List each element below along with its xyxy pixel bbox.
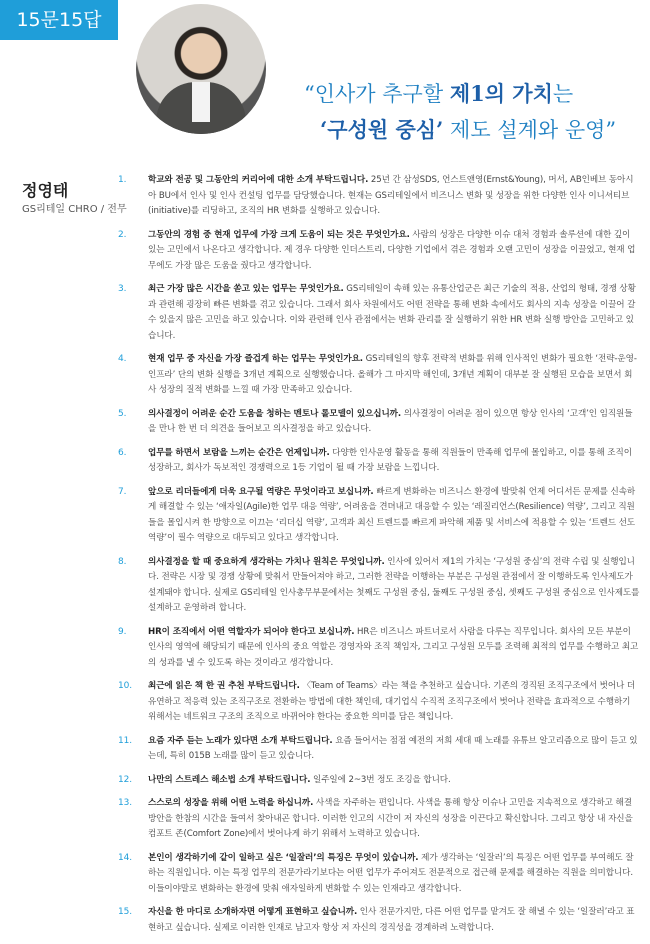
qa-answer: 사색을 자주하는 편입니다. 사색을 통해 항상 이슈나 고민을 지속적으로 생각하고 해결 방안을 한참의 시간을 들여서 찾아내곤 합니다. 이러한 인고의 시간이 저 자신의 성장을 이끈다고 확신합니다. 그리고 항상 내 자신을 컴포트 존(Comfort Zone)에서 벗어나게 하기 위해서 노력하고 있습니다. xyxy=(148,798,633,839)
qa-number: 2. xyxy=(118,229,127,240)
qa-item xyxy=(118,679,640,726)
qa-number: 10. xyxy=(118,681,133,691)
qa-question: 최근에 읽은 책 한 권 추천 부탁드립니다. xyxy=(148,681,300,691)
person-name: 정영태 xyxy=(22,181,69,200)
qa-question: 본인이 생각하기에 같이 일하고 싶은 ‘일잘러’의 특징은 무엇이 있습니까. xyxy=(148,852,419,863)
qa-question: 의사결정을 할 때 중요하게 생각하는 가치나 원칙은 무엇입니까. xyxy=(148,556,385,567)
qa-item xyxy=(118,407,640,438)
qa-question: 나만의 스트레스 해소법 소개 부탁드립니다. xyxy=(148,774,311,785)
qa-question: 업무를 하면서 보람을 느끼는 순간은 언제입니까. xyxy=(148,447,330,458)
quote-text: “인사가 추구할 xyxy=(304,82,450,106)
qa-item xyxy=(118,734,640,765)
qa-item xyxy=(118,485,640,547)
qa-number: 9. xyxy=(118,626,127,637)
qa-answer: 제가 생각하는 ‘일잘러’의 특징은 어떤 업무를 부여해도 잘하는 직원입니다. 이는 특정 업무의 전문가라기보다는 어떤 업무가 주어져도 전문적으로 접근해 문제를 해결하는 직원을 의미합니다. 이들이야말로 변화하는 환경에 맞춰 애자일하게 변화할 수 있는 인재라고 생각합니다. xyxy=(148,852,634,894)
qa-item xyxy=(118,352,640,399)
qa-answer: GS리테일의 향후 전략적 변화를 위해 인사적인 변화가 필요한 ‘전략-운영-인프라’ 단의 변화 실행을 3개년 계획으로 실행했습니다. 올해가 그 마지막 해인데, 3개년 계획이 대부분 잘 실행된 모습을 보면서 회사 성장의 질적 변화를 느낄 때 가장 만족하고 있습니다. xyxy=(148,354,637,395)
qa-answer: 빠르게 변화하는 비즈니스 환경에 발맞춰 언제 어디서든 문제를 신속하게 해결할 수 있는 ‘애자일(Agile)한 업무 대응 역량’, 어려움을 견뎌내고 대응할 수 있는 ‘레질리언스(Resilience) 역량’, 그리고 직원들을 몰입시켜 한 방향으로 이끄는 ‘리더십 역량’, 고객과 최신 트렌드를 빠르게 파악해 제품 및 서비스에 적용할 수 있는 ‘트렌드 선도 역량’이 필수 역량으로 대두되고 있다고 생각합니다. xyxy=(148,486,636,543)
qa-item xyxy=(118,796,640,843)
qa-answer: 의사결정이 어려운 점이 있으면 항상 인사의 ‘고객’인 임직원들을 만나 한 번 더 의견을 들어보고 의사결정을 하고 있습니다. xyxy=(148,408,633,434)
qa-question: 최근 가장 많은 시간을 쏟고 있는 업무는 무엇인가요. xyxy=(148,284,344,294)
quote-text: 제도 설계와 운영” xyxy=(443,118,617,142)
qa-question: HR이 조직에서 어떤 역할자가 되어야 한다고 보십니까. xyxy=(148,626,355,637)
qa-number: 8. xyxy=(118,556,127,567)
qa-item xyxy=(118,851,640,898)
qa-item xyxy=(118,173,640,220)
qa-number: 6. xyxy=(118,447,127,458)
section-tab: 15문15답 xyxy=(0,0,118,40)
qa-answer: 인사 전문가지만, 다른 어떤 업무를 맡겨도 잘 해낼 수 있는 ‘일잘러’라고 표현하고 싶습니다. 실제로 이러한 인재로 남고자 항상 저 자신의 경직성을 경계하려 노력합니다. xyxy=(148,907,635,933)
qa-question: 의사결정이 어려운 순간 도움을 청하는 멘토나 롤모델이 있으십니까. xyxy=(148,408,402,419)
qa-number: 7. xyxy=(118,486,127,497)
qa-number: 4. xyxy=(118,354,127,364)
qa-answer: 인사에 있어서 제1의 가치는 ‘구성원 중심’의 전략 수립 및 실행입니다. 전략은 시장 및 경쟁 상황에 맞춰서 만들어져야 하고, 그러한 전략을 이행하는 부분은 구성원 관점에서 잘 이행하도록 인사제도가 설계돼야 합니다. 실제로 GS리테일 인사총무부문에서는 첫째도 구성원 중심, 둘째도 구성원 중심, 셋째도 구성원 중심으로 인사제도를 설계하고 운영하려 합니다. xyxy=(148,556,640,613)
qa-number: 14. xyxy=(118,852,133,863)
qa-question: 자신을 한 마디로 소개하자면 어떻게 표현하고 싶습니까. xyxy=(148,907,358,917)
qa-number: 11. xyxy=(118,735,133,746)
qa-answer: 사람의 성장은 다양한 이슈 대처 경험과 솔루션에 대한 깊이 있는 고민에서 나온다고 생각합니다. 제 경우 다양한 인더스트리, 다양한 기업에서 겪은 경험과 오랜 고민이 성장을 이끌었고, 현재 업무에도 가장 많은 도움을 줬다고 생각합니다. xyxy=(148,229,636,271)
qa-question: 스스로의 성장을 위해 어떤 노력을 하십니까. xyxy=(148,798,314,808)
qa-question: 학교와 전공 및 그동안의 커리어에 대한 소개 부탁드립니다. xyxy=(148,175,369,185)
qa-answer: 일주일에 2~3번 정도 조깅을 합니다. xyxy=(310,774,451,785)
qa-answer: HR은 비즈니스 파트너로서 사람을 다루는 직무입니다. 회사의 모든 부분이 인사의 영역에 해당되기 때문에 인사의 중요 역할은 경영자와 조직 책임자, 그리고 구성원 모두를 조력해 최적의 업무를 수행하고 최고의 성과를 낼 수 있도록 하는 것이라고 생각합니다. xyxy=(148,626,639,668)
qa-question: 요즘 자주 듣는 노래가 있다면 소개 부탁드립니다. xyxy=(148,735,333,746)
qa-number: 1. xyxy=(118,175,127,185)
qa-answer: GS리테일이 속해 있는 유통산업군은 최근 기술의 적용, 산업의 형태, 경쟁 상황과 관련해 굉장히 빠른 변화를 겪고 있습니다. 그래서 회사 차원에서도 어떤 전략을 통해 변화 속에서도 회사의 지속 성장을 이끌어 갈 수 있을지 많은 고민을 하고 있습니다. 이와 관련해 인사 관점에서는 변화 관리를 잘 실행하기 위한 HR 변화 실행 방안을 고민하고 있습니다. xyxy=(148,284,636,341)
qa-question: 그동안의 경험 중 현재 업무에 가장 크게 도움이 되는 것은 무엇인가요. xyxy=(148,229,410,240)
portrait-photo xyxy=(136,4,266,134)
qa-answer: 요즘 들어서는 점점 예전의 저희 세대 때 노래를 유튜브 알고리즘으로 많이 듣고 있는데, 특히 015B 노래를 많이 듣고 있습니다. xyxy=(148,735,638,761)
qa-item xyxy=(118,773,640,789)
qa-question: 앞으로 리더들에게 더욱 요구될 역량은 무엇이라고 보십니까. xyxy=(148,486,374,497)
qa-list xyxy=(118,173,640,944)
qa-item xyxy=(118,905,640,936)
qa-number: 3. xyxy=(118,284,127,294)
qa-answer: 다양한 인사운영 활동을 통해 직원들이 만족해 업무에 몰입하고, 이를 통해 조직이 성장하고, 회사가 독보적인 경쟁력으로 1등 기업이 될 때 가장 보람을 느낍니다. xyxy=(148,447,632,473)
qa-item xyxy=(118,446,640,477)
qa-item xyxy=(118,555,640,617)
qa-number: 12. xyxy=(118,774,133,785)
qa-item xyxy=(118,228,640,275)
qa-answer: 25년 간 삼성SDS, 언스트앤영(Ernst&Young), 머서, AB인베브 동아시아 BU에서 인사 및 인사 컨설팅 업무를 담당했습니다. 현재는 GS리테일에서 비즈니스 변화 및 성장을 위한 다양한 인사 이니셔티브(initiative)를 리딩하고, 조직의 HR 변화를 실행하고 있습니다. xyxy=(148,175,634,216)
quote-emphasis: 제1의 가치 xyxy=(449,81,553,106)
headline-quote xyxy=(292,80,642,146)
qa-answer: 〈Team of Teams〉라는 책을 추천하고 싶습니다. 기존의 경직된 조직구조에서 벗어나 더 유연하고 적응력 있는 조직구조로 전환하는 방법에 대한 책인데, 대기업식 수직적 조직구조에서 벗어나 전략을 효과적으로 수행하기 위해서는 네트워크 구조의 조직으로 바뀌어야 한다는 중요한 의미를 담은 책입니다. xyxy=(148,681,636,722)
qa-number: 13. xyxy=(118,798,133,808)
qa-item xyxy=(118,625,640,672)
qa-number: 15. xyxy=(118,907,133,917)
quote-emphasis: ‘구성원 중심’ xyxy=(320,117,444,142)
person-title: GS리테일 CHRO / 전무 xyxy=(22,204,127,215)
qa-number: 5. xyxy=(118,408,127,419)
qa-item xyxy=(118,282,640,344)
qa-question: 현재 업무 중 자신을 가장 즐겁게 하는 업무는 무엇인가요. xyxy=(148,354,363,364)
quote-text: 는 xyxy=(552,82,574,106)
